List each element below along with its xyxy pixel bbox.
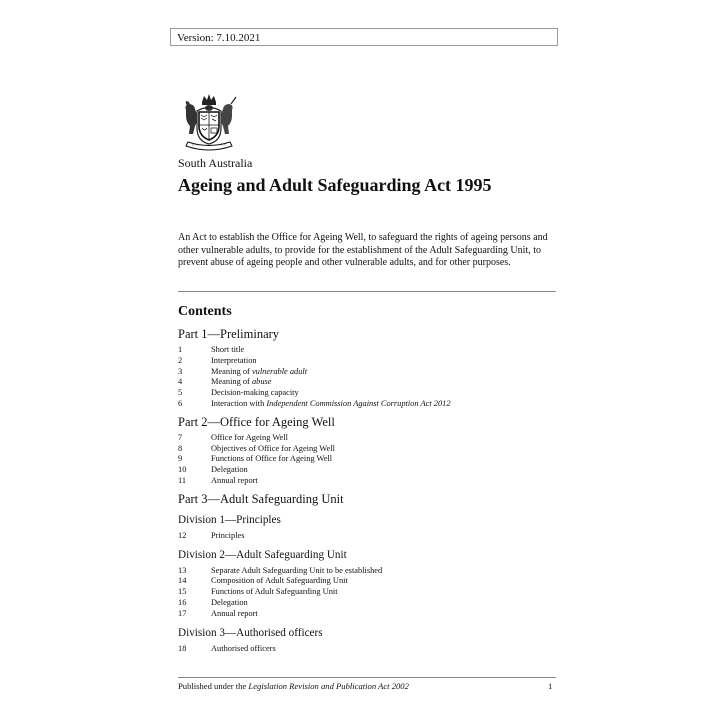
version-box <box>170 28 558 46</box>
toc-entry[interactable] <box>178 587 556 598</box>
toc-entry-text: Short title <box>211 345 245 354</box>
footer-act-name: Legislation Revision and Publication Act 2002 <box>248 681 409 691</box>
toc-entry-text: Delegation <box>211 465 248 475</box>
toc-entry-text: Objectives of Office for Ageing Well <box>211 443 335 453</box>
toc-part-heading[interactable]: Part 2—Office for Ageing Well <box>178 414 335 429</box>
toc-entry-text: Decision-making capacity <box>211 388 299 398</box>
toc-entry-text: Separate Adult Safeguarding Unit to be established <box>211 565 383 575</box>
long-title: An Act to establish the Office for Ageing Well, to safeguard the rights of ageing persons and other vulnerable adults, to provide for the establishment of the Adult Safeguarding Unit, to prevent abuse of ageing people and other vulnerable adults, and for other purposes. <box>178 232 548 268</box>
toc-entry-title <box>211 388 556 399</box>
toc-entry-title <box>211 531 556 542</box>
toc-entry-number: 2 <box>178 355 183 365</box>
toc-entry-text: Annual report <box>211 475 258 485</box>
toc-entry-number: 3 <box>178 366 183 376</box>
toc-entry-text: Annual report <box>211 608 258 618</box>
toc-entry-text: Authorised officers <box>211 643 276 653</box>
toc-entry-title <box>211 345 556 356</box>
toc-entry-title <box>211 587 556 598</box>
toc-entry[interactable] <box>178 609 556 620</box>
royal-coat-of-arms-icon <box>178 92 240 154</box>
toc-entry[interactable] <box>178 388 556 399</box>
toc-entry-number: 10 <box>178 465 187 475</box>
toc-entry-number: 9 <box>178 454 183 464</box>
toc-entry-title <box>211 399 556 410</box>
toc-entry-number: 4 <box>178 377 183 387</box>
toc-entry[interactable] <box>178 345 556 356</box>
toc-entry[interactable] <box>178 531 556 542</box>
toc-entry-title <box>211 609 556 620</box>
footer-publisher <box>178 681 409 691</box>
toc-entry-text: Office for Ageing Well <box>211 432 288 442</box>
toc-entry-title <box>211 576 556 587</box>
footer-prefix: Published under the <box>178 681 249 691</box>
toc-entry-number: 5 <box>178 388 183 398</box>
toc-entry-number: 17 <box>178 608 187 618</box>
toc-part-heading[interactable]: Part 1—Preliminary <box>178 327 280 341</box>
toc-entry-title <box>211 433 556 444</box>
toc-entry[interactable] <box>178 367 556 378</box>
toc-division-heading[interactable]: Division 1—Principles <box>178 513 281 526</box>
toc-entry-number: 18 <box>178 643 187 653</box>
toc-entry[interactable] <box>178 566 556 577</box>
act-title: Ageing and Adult Safeguarding Act 1995 <box>178 175 492 195</box>
toc-entry-text: Delegation <box>211 597 248 607</box>
jurisdiction-label: South Australia <box>178 156 253 170</box>
toc-entry[interactable] <box>178 356 556 367</box>
toc-entry-title <box>211 454 556 465</box>
toc-division-heading[interactable]: Division 2—Adult Safeguarding Unit <box>178 548 347 561</box>
toc-entry-number: 6 <box>178 398 183 408</box>
toc-entry-text: Composition of Adult Safeguarding Unit <box>211 576 348 586</box>
toc-entry[interactable] <box>178 465 556 476</box>
toc-entry[interactable] <box>178 476 556 487</box>
toc-entry[interactable] <box>178 433 556 444</box>
toc-entry-italic-text: Independent Commission Against Corruption Act 2012 <box>266 398 451 408</box>
toc-entry[interactable] <box>178 598 556 609</box>
toc-entry[interactable] <box>178 399 556 410</box>
toc-entry-title <box>211 476 556 487</box>
footer-divider <box>178 677 556 678</box>
toc-entry-title <box>211 367 556 378</box>
toc-entry-text: Functions of Adult Safeguarding Unit <box>211 587 338 597</box>
toc-entry[interactable] <box>178 576 556 587</box>
toc-entry-number: 11 <box>178 475 187 485</box>
divider <box>178 291 556 292</box>
toc-entry-text: Meaning of <box>211 377 252 387</box>
toc-entry-number: 15 <box>178 587 187 597</box>
toc-entry-text: Functions of Office for Ageing Well <box>211 454 333 464</box>
toc-entry-italic-text: vulnerable adult <box>251 366 308 376</box>
toc-entry-title <box>211 465 556 476</box>
toc-entry-number: 16 <box>178 597 187 607</box>
toc-entry-text: Interpretation <box>211 355 257 365</box>
toc-entry-text: Interaction with <box>211 398 267 408</box>
toc-entry-number: 7 <box>178 432 183 442</box>
toc-entry-title <box>211 598 556 609</box>
table-of-contents <box>178 322 556 654</box>
toc-entry-title <box>211 644 556 655</box>
toc-entry[interactable] <box>178 454 556 465</box>
contents-heading: Contents <box>178 304 232 319</box>
toc-entry-title <box>211 356 556 367</box>
toc-entry-number: 12 <box>178 530 187 540</box>
toc-division-heading[interactable]: Division 3—Authorised officers <box>178 626 323 639</box>
toc-entry-title <box>211 377 556 388</box>
version-label: Version: 7.10.2021 <box>177 32 261 44</box>
toc-entry-text: Principles <box>211 530 245 540</box>
toc-entry-title <box>211 444 556 455</box>
toc-part-heading[interactable]: Part 3—Adult Safeguarding Unit <box>178 491 344 506</box>
toc-entry[interactable] <box>178 644 556 655</box>
toc-entry-number: 8 <box>178 443 183 453</box>
toc-entry[interactable] <box>178 444 556 455</box>
toc-entry-number: 13 <box>178 565 187 575</box>
toc-entry-title <box>211 566 556 577</box>
toc-entry[interactable] <box>178 377 556 388</box>
toc-entry-number: 1 <box>178 345 183 354</box>
toc-entry-number: 14 <box>178 576 187 586</box>
toc-entry-italic-text: abuse <box>251 377 272 387</box>
page-number: 1 <box>548 681 553 691</box>
toc-entry-text: Meaning of <box>211 366 252 376</box>
